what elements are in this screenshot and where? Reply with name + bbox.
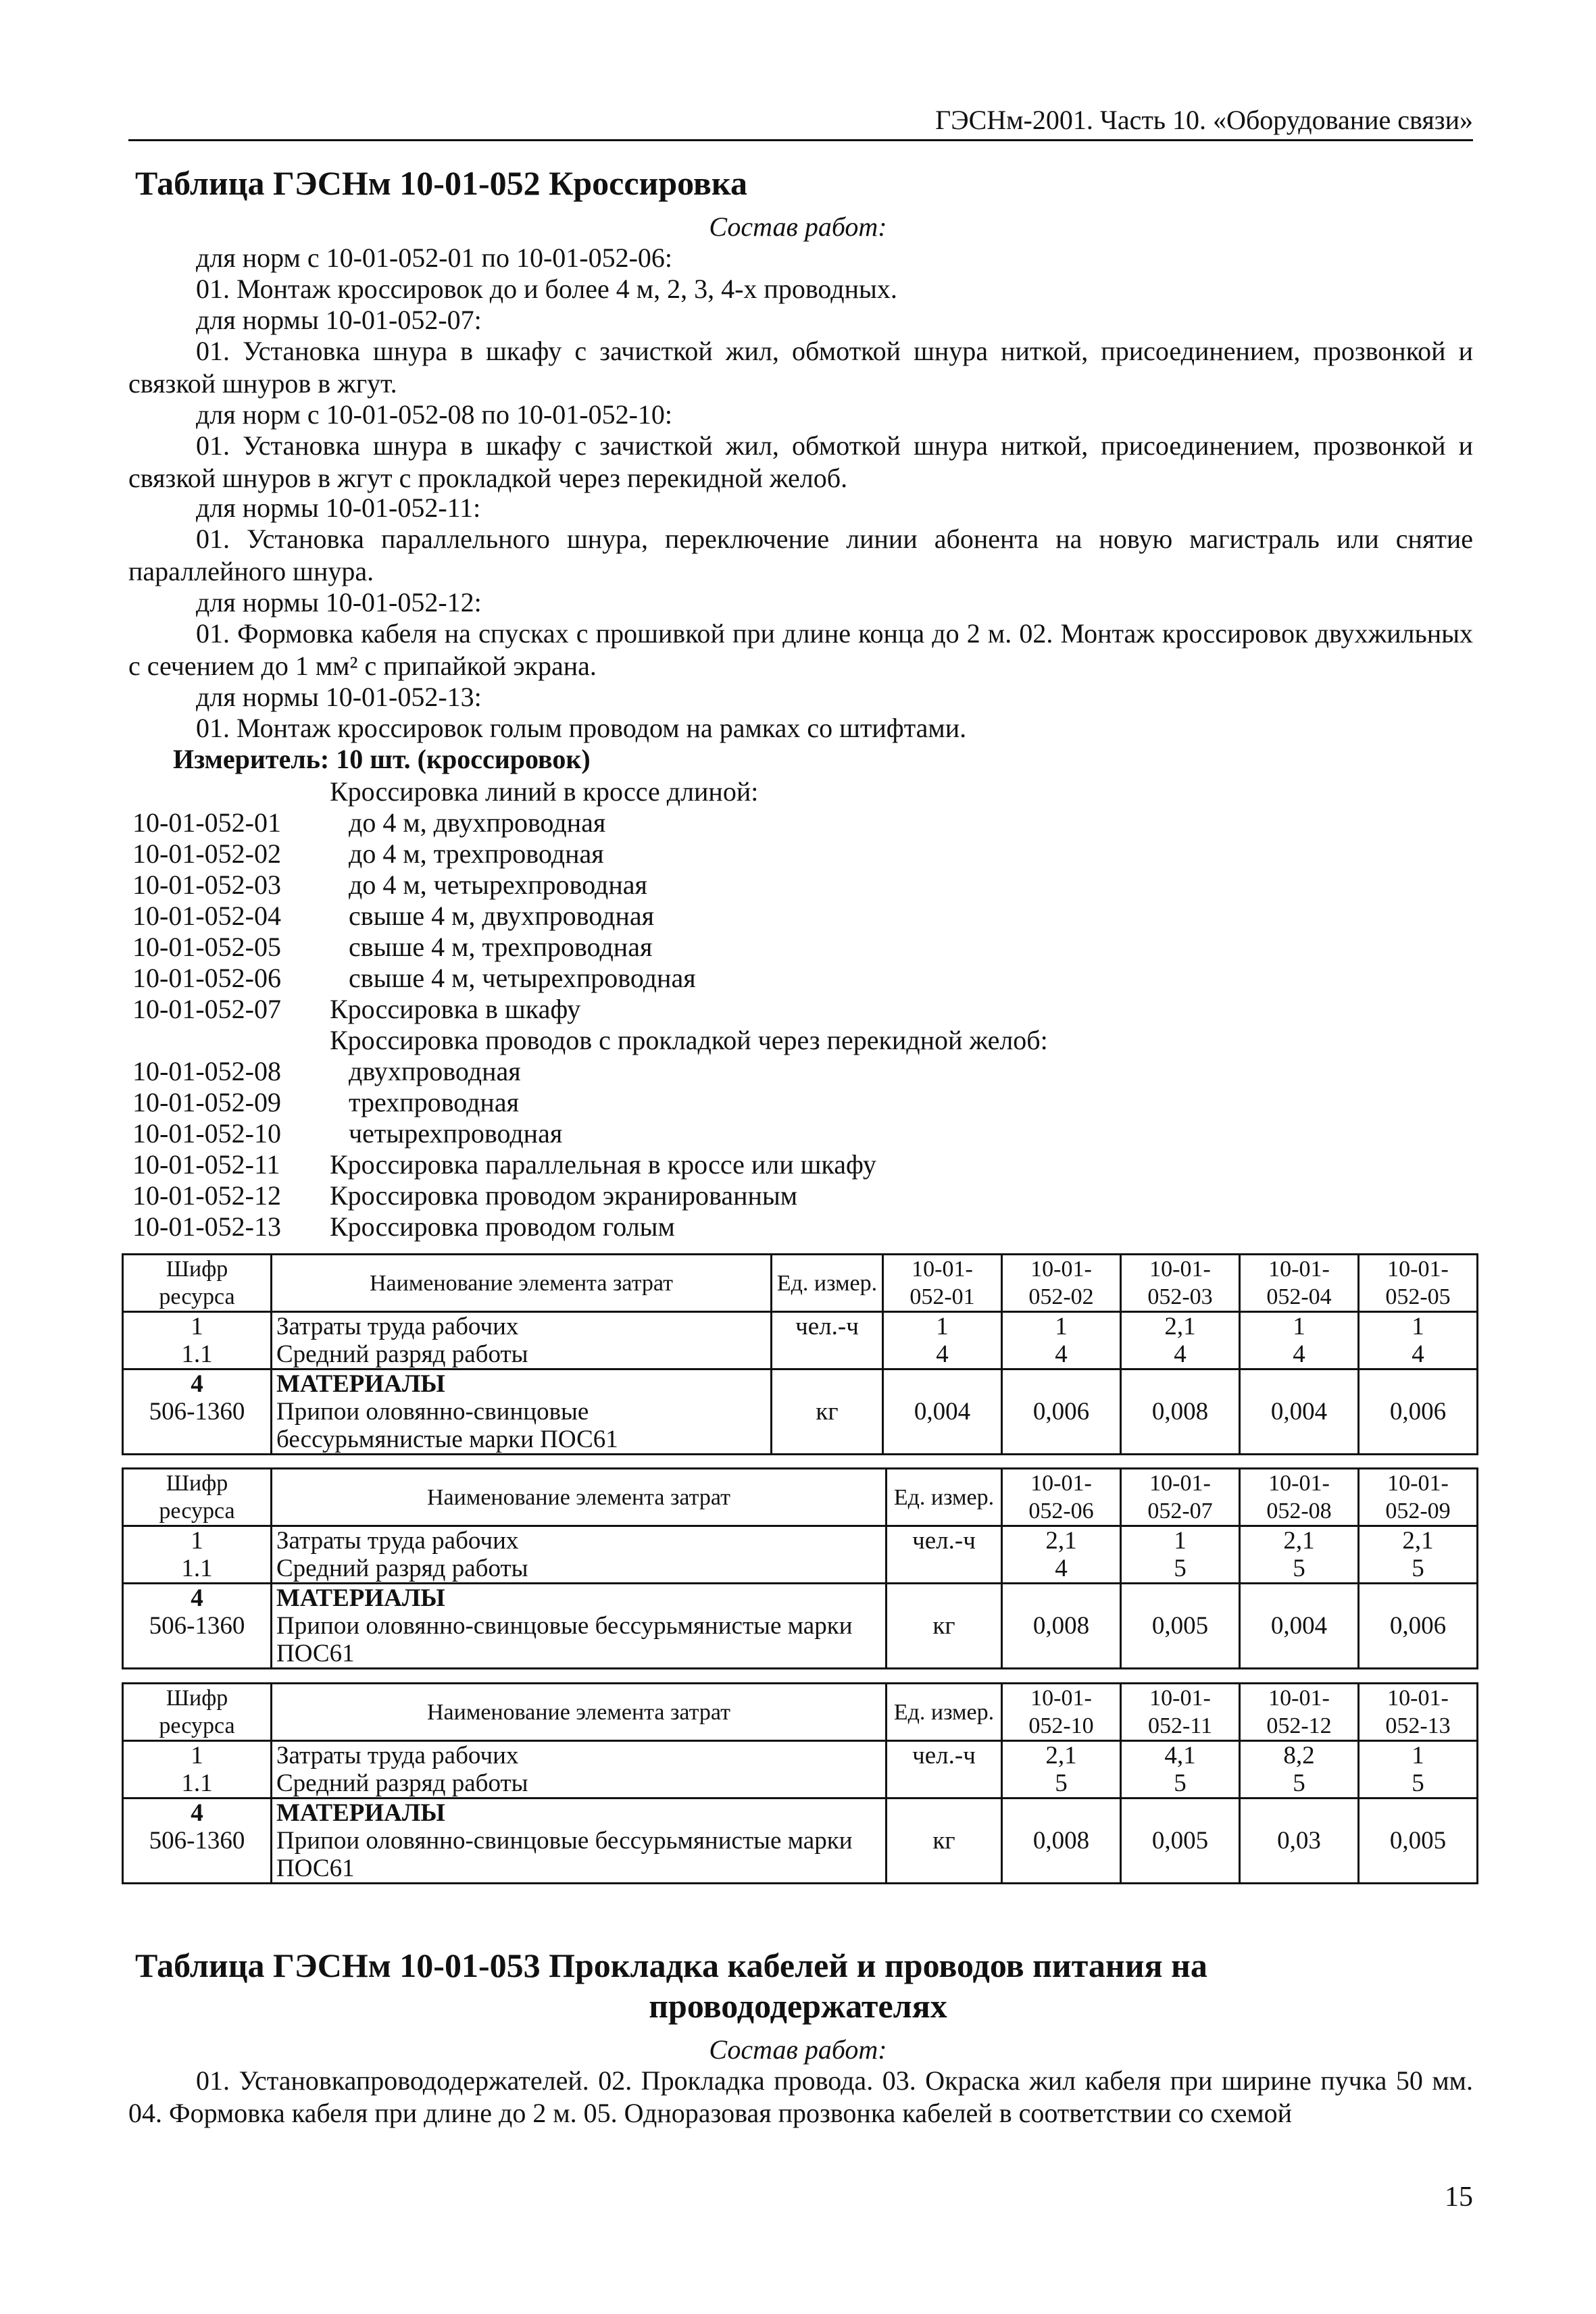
unit: чел.-ч	[887, 1526, 1002, 1584]
value-cell: 1 5	[1121, 1526, 1240, 1584]
value-cell: 1 4	[1240, 1312, 1359, 1369]
value-cell: 0,005	[1359, 1799, 1478, 1884]
table-053-title-line2: провододержателях	[649, 1987, 947, 2025]
value-cell: 0,005	[1121, 1584, 1240, 1669]
norm-code: 10-01-052-04	[132, 901, 281, 931]
resource-code: 1 1.1	[123, 1312, 272, 1369]
value-cell: 0,005	[1121, 1799, 1240, 1884]
norm-code: 10-01-052-13	[132, 1211, 281, 1242]
cost-element-name: Затраты труда рабочих Средний разряд работы	[272, 1312, 772, 1369]
unit: чел.-ч	[772, 1312, 883, 1369]
resource-code: 4 506-1360	[123, 1584, 272, 1669]
value-cell: 0,03	[1240, 1799, 1359, 1884]
resource-code: 4 506-1360	[123, 1369, 272, 1455]
norm-column-header: 10-01- 052-07	[1121, 1469, 1240, 1526]
norm-name: до 4 м, двухпроводная	[349, 807, 606, 838]
norm-code: 10-01-052-07	[132, 994, 281, 1024]
value-cell: 2,1 5	[1240, 1526, 1359, 1584]
cost-element-name: МАТЕРИАЛЫ Припои оловянно-свинцовые бессурьмянистые марки ПОС61	[272, 1799, 887, 1884]
norm-code: 10-01-052-10	[132, 1118, 281, 1149]
cost-element-name: МАТЕРИАЛЫ Припои оловянно-свинцовые бессурьмянистые марки ПОС61	[272, 1584, 887, 1669]
norm-code: 10-01-052-05	[132, 932, 281, 962]
norm-column-header: 10-01- 052-09	[1359, 1469, 1478, 1526]
norm-name: свыше 4 м, трехпроводная	[349, 932, 653, 962]
resource-code: 1 1.1	[123, 1526, 272, 1584]
meter: Измеритель: 10 шт. (кроссировок)	[173, 744, 591, 774]
header-rule	[128, 139, 1473, 141]
norm-name: до 4 м, трехпроводная	[349, 838, 604, 869]
value-cell: 0,006	[1359, 1584, 1478, 1669]
norm-name: двухпроводная	[349, 1056, 521, 1086]
composition-item: 01. Монтаж кроссировок до и более 4 м, 2, 3, 4-х проводных.	[196, 274, 897, 304]
composition-label: для нормы 10-01-052-07:	[196, 305, 482, 335]
unit: чел.-ч	[887, 1741, 1002, 1799]
unit: кг	[887, 1799, 1002, 1884]
value-cell: 0,008	[1002, 1584, 1121, 1669]
cost-table-header	[123, 1255, 1478, 1312]
composition-item: 01. Формовка кабеля на спусках с прошивкой при длине конца до 2 м. 02. Монтаж кроссировок двухжильных с сечением до 1 мм² с припайкой экрана.	[128, 618, 1473, 681]
unit: кг	[772, 1369, 883, 1455]
composition-label: для норм с 10-01-052-08 по 10-01-052-10:	[196, 399, 673, 430]
norm-code: 10-01-052-12	[132, 1180, 281, 1211]
value-cell: 1 4	[883, 1312, 1002, 1369]
norm-code: 10-01-052-06	[132, 963, 281, 993]
resource-code: 1 1.1	[123, 1741, 272, 1799]
value-cell: 1 4	[1359, 1312, 1478, 1369]
norm-name: свыше 4 м, двухпроводная	[349, 901, 655, 931]
norm-column-header: 10-01- 052-12	[1240, 1684, 1359, 1741]
resource-code: 4 506-1360	[123, 1799, 272, 1884]
value-cell: 2,1 4	[1121, 1312, 1240, 1369]
norm-name: Кроссировка параллельная в кроссе или шкафу	[330, 1149, 876, 1180]
norm-column-header: 10-01- 052-01	[883, 1255, 1002, 1312]
resource-code-header: Шифр ресурса	[123, 1469, 272, 1526]
table-row	[123, 1526, 1478, 1584]
table-053-title-line1: Таблица ГЭСНм 10-01-053 Прокладка кабелей и проводов питания на	[135, 1946, 1207, 1984]
table-row	[123, 1584, 1478, 1669]
value-cell: 0,004	[1240, 1584, 1359, 1669]
norm-column-header: 10-01- 052-13	[1359, 1684, 1478, 1741]
norm-name: Кроссировка проводом экранированным	[330, 1180, 798, 1211]
norm-code: 10-01-052-09	[132, 1087, 281, 1117]
norm-group-title: Кроссировка проводов с прокладкой через перекидной желоб:	[330, 1025, 1048, 1055]
value-cell: 0,004	[1240, 1369, 1359, 1455]
cost-element-header: Наименование элемента затрат	[272, 1255, 772, 1312]
composition-heading: Состав работ:	[709, 211, 887, 242]
value-cell: 2,1 5	[1002, 1741, 1121, 1799]
norm-code: 10-01-052-11	[132, 1149, 280, 1180]
norm-column-header: 10-01- 052-04	[1240, 1255, 1359, 1312]
value-cell: 0,006	[1359, 1369, 1478, 1455]
value-cell: 0,008	[1002, 1799, 1121, 1884]
norm-column-header: 10-01- 052-06	[1002, 1469, 1121, 1526]
table-row	[123, 1312, 1478, 1369]
value-cell: 2,1 5	[1359, 1526, 1478, 1584]
cost-element-header: Наименование элемента затрат	[272, 1684, 887, 1741]
norm-column-header: 10-01- 052-08	[1240, 1469, 1359, 1526]
value-cell: 2,1 4	[1002, 1526, 1121, 1584]
value-cell: 0,008	[1121, 1369, 1240, 1455]
composition-label: для нормы 10-01-052-11:	[196, 493, 481, 523]
value-cell: 1 5	[1359, 1741, 1478, 1799]
table-052-title: Таблица ГЭСНм 10-01-052 Кроссировка	[135, 164, 747, 202]
norm-column-header: 10-01- 052-02	[1002, 1255, 1121, 1312]
composition-item: 01. Установка шнура в шкафу с зачисткой жил, обмоткой шнура ниткой, присоединением, прозвонкой и связкой шнуров в жгут.	[128, 336, 1473, 399]
norm-column-header: 10-01- 052-10	[1002, 1684, 1121, 1741]
value-cell: 0,004	[883, 1369, 1002, 1455]
norm-column-header: 10-01- 052-03	[1121, 1255, 1240, 1312]
value-cell: 1 4	[1002, 1312, 1121, 1369]
table-row	[123, 1741, 1478, 1799]
composition-label: для нормы 10-01-052-12:	[196, 587, 482, 618]
norm-column-header: 10-01- 052-05	[1359, 1255, 1478, 1312]
unit-header: Ед. измер.	[887, 1469, 1002, 1526]
value-cell: 4,1 5	[1121, 1741, 1240, 1799]
cost-table-header	[123, 1469, 1478, 1526]
cost-table	[122, 1253, 1478, 1455]
norm-group-title: Кроссировка линий в кроссе длиной:	[330, 776, 759, 807]
cost-element-name: МАТЕРИАЛЫ Припои оловянно-свинцовые бессурьмянистые марки ПОС61	[272, 1369, 772, 1455]
norm-code: 10-01-052-02	[132, 838, 281, 869]
table-row	[123, 1369, 1478, 1455]
running-header: ГЭСНм-2001. Часть 10. «Оборудование связи»	[935, 105, 1473, 135]
norm-code: 10-01-052-01	[132, 807, 281, 838]
resource-code-header: Шифр ресурса	[123, 1684, 272, 1741]
value-cell: 0,006	[1002, 1369, 1121, 1455]
cost-table	[122, 1467, 1478, 1669]
cost-table	[122, 1682, 1478, 1884]
cost-table-header	[123, 1684, 1478, 1741]
composition-label: для нормы 10-01-052-13:	[196, 682, 482, 712]
norm-name: трехпроводная	[349, 1087, 519, 1117]
norm-code: 10-01-052-03	[132, 870, 281, 900]
norm-name: свыше 4 м, четырехпроводная	[349, 963, 696, 993]
cost-element-header: Наименование элемента затрат	[272, 1469, 887, 1526]
table-row	[123, 1799, 1478, 1884]
value-cell: 8,2 5	[1240, 1741, 1359, 1799]
composition-item: 01. Установкапровододержателей. 02. Прокладка провода. 03. Окраска жил кабеля при ширине пучка 50 мм. 04. Формовка кабеля при длине до 2 м. 05. Одноразовая прозвонка кабелей в соответствии со схемой	[128, 2065, 1473, 2128]
composition-item: 01. Монтаж кроссировок голым проводом на рамках со штифтами.	[196, 713, 967, 743]
composition-item: 01. Установка шнура в шкафу с зачисткой жил, обмоткой шнура ниткой, присоединением, прозвонкой и связкой шнуров в жгут с прокладкой через перекидной желоб.	[128, 430, 1473, 493]
norm-name: Кроссировка проводом голым	[330, 1211, 675, 1242]
unit-header: Ед. измер.	[887, 1684, 1002, 1741]
composition-item: 01. Установка параллельного шнура, переключение линии абонента на новую магистраль или снятие параллейного шнура.	[128, 524, 1473, 586]
norm-code: 10-01-052-08	[132, 1056, 281, 1086]
cost-element-name: Затраты труда рабочих Средний разряд работы	[272, 1526, 887, 1584]
resource-code-header: Шифр ресурса	[123, 1255, 272, 1312]
page-number: 15	[1445, 2182, 1473, 2213]
norm-column-header: 10-01- 052-11	[1121, 1684, 1240, 1741]
composition-heading: Состав работ:	[709, 2034, 887, 2065]
norm-name: до 4 м, четырехпроводная	[349, 870, 647, 900]
cost-element-name: Затраты труда рабочих Средний разряд работы	[272, 1741, 887, 1799]
composition-label: для норм с 10-01-052-01 по 10-01-052-06:	[196, 243, 673, 273]
unit: кг	[887, 1584, 1002, 1669]
norm-name: четырехпроводная	[349, 1118, 563, 1149]
norm-name: Кроссировка в шкафу	[330, 994, 581, 1024]
unit-header: Ед. измер.	[772, 1255, 883, 1312]
